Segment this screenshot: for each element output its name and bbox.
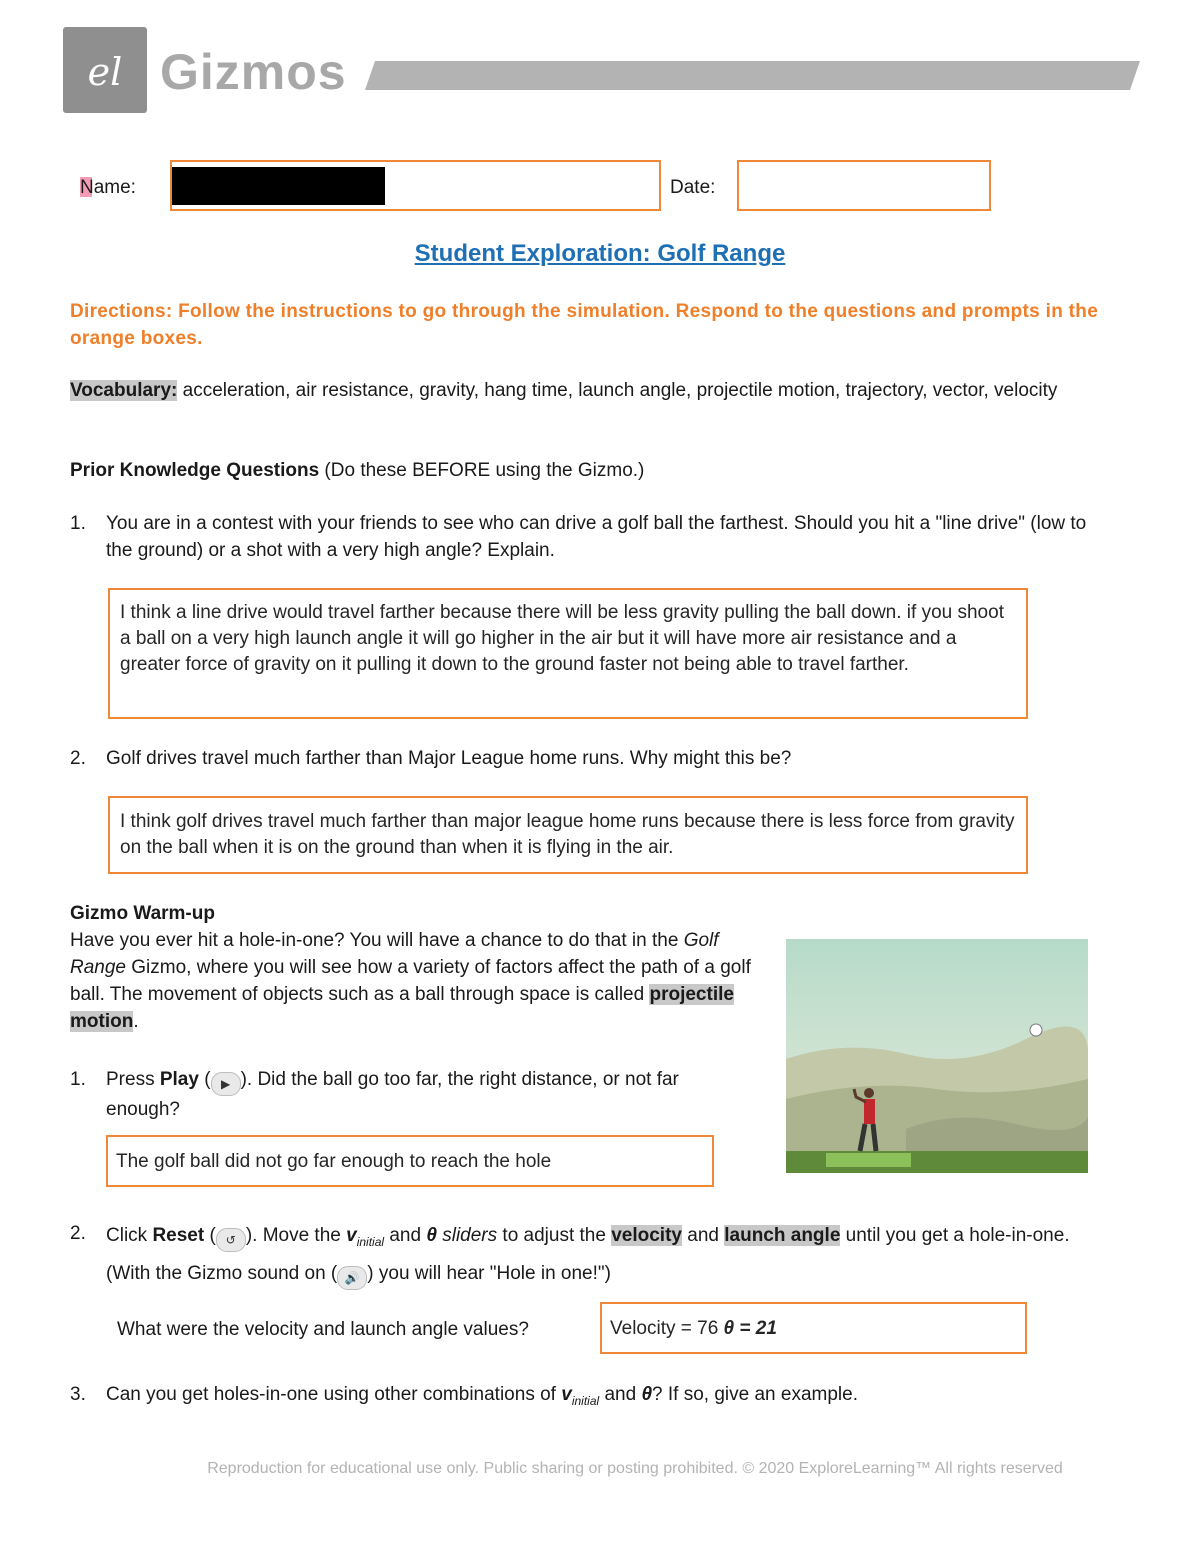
prior-knowledge-heading bbox=[70, 457, 1130, 484]
v-symbol: v bbox=[561, 1384, 572, 1405]
q-text: and bbox=[599, 1384, 642, 1405]
question-number: 2. bbox=[70, 748, 86, 769]
vocab-term: projectile motion bbox=[70, 984, 734, 1032]
question-number: 2. bbox=[70, 1223, 86, 1244]
vocabulary bbox=[70, 377, 1130, 404]
warmup-intro-text: Gizmo, where you will see how a variety of factors affect the path of a golf ball. The movement of objects such as a ball through space is called bbox=[70, 957, 751, 1005]
prior-question-1: You are in a contest with your friends to see who can drive a golf ball the farthest. Should you hit a "line drive" (low to the ground) or a shot with a very high angle? Explain. bbox=[106, 513, 1087, 561]
q-text: and bbox=[384, 1225, 427, 1246]
answer-box-warmup-1[interactable] bbox=[106, 1135, 714, 1187]
footer-copyright: Reproduction for educational use only. Public sharing or posting prohibited. © 2020 ExploreLearning™ All rights reserved bbox=[207, 1460, 1063, 1477]
theta-symbol: θ bbox=[641, 1384, 653, 1405]
explorelearning-logo bbox=[63, 27, 147, 113]
play-label: Play bbox=[159, 1069, 199, 1090]
warmup-intro bbox=[70, 927, 775, 1035]
q-text: to adjust the bbox=[497, 1225, 612, 1246]
warmup-intro-text: Have you ever hit a hole-in-one? You will have a chance to do that in the bbox=[70, 930, 684, 951]
q-text: ( bbox=[198, 1069, 211, 1090]
answer-velocity: Velocity = 76 bbox=[610, 1318, 724, 1339]
answer-box-prior-2[interactable] bbox=[108, 796, 1028, 874]
warmup-heading: Gizmo Warm-up bbox=[70, 903, 215, 924]
warmup-question-3 bbox=[106, 1381, 1106, 1415]
v-symbol: v bbox=[346, 1225, 357, 1246]
q-text: and bbox=[681, 1225, 725, 1246]
golf-range-illustration bbox=[786, 939, 1088, 1173]
answer-text: I think a line drive would travel farther because there will be less gravity pulling the ball down. if you shoot a ball on a very high launch angle it will go higher in the air but it will have more air resistance and a greater force of gravity on it pulling it down to the ground faster not being able to travel farther. bbox=[120, 602, 1004, 675]
page-title: Student Exploration: Golf Range bbox=[414, 240, 786, 267]
answer-box-prior-1[interactable] bbox=[108, 588, 1028, 719]
theta-symbol: θ bbox=[426, 1225, 437, 1246]
header-bar bbox=[365, 61, 1145, 91]
directions: Directions: Follow the instructions to go through the simulation. Respond to the questions and prompts in the orange boxes. bbox=[70, 301, 1099, 349]
q-text: ) you will hear "Hole in one!") bbox=[367, 1262, 611, 1284]
answer-box-warmup-2[interactable] bbox=[600, 1302, 1027, 1354]
warmup-intro-text: . bbox=[133, 1011, 139, 1032]
q-text: sliders bbox=[436, 1225, 498, 1246]
warmup-question-1 bbox=[106, 1066, 686, 1123]
q-text: Click bbox=[106, 1225, 153, 1246]
prior-note: (Do these BEFORE using the Gizmo.) bbox=[319, 460, 645, 481]
answer-text: I think golf drives travel much farther than major league home runs because there is less force from gravity on the ball when it is on the ground than when it is flying in the air. bbox=[120, 811, 1015, 858]
gizmos-logo-text: Gizmos bbox=[160, 44, 347, 100]
svg-text:𝑒𝑙: 𝑒𝑙 bbox=[87, 50, 123, 94]
vocabulary-text: acceleration, air resistance, gravity, hang time, launch angle, projectile motion, trajectory, vector, velocity bbox=[177, 380, 1058, 401]
name-label: Name: bbox=[80, 177, 136, 198]
q-text: Press bbox=[106, 1069, 160, 1090]
date-field[interactable] bbox=[737, 160, 991, 211]
warmup-question-2 bbox=[106, 1220, 1106, 1290]
q-text: ). Move the bbox=[245, 1225, 347, 1246]
gizmo-name: Golf Range bbox=[70, 930, 719, 978]
q-text: ). Did the ball go too far, the right distance, or not far enough? bbox=[106, 1069, 679, 1120]
date-label: Date: bbox=[670, 177, 716, 198]
sound-icon: 🔊 bbox=[337, 1266, 367, 1290]
vocab-term: launch angle bbox=[724, 1225, 841, 1246]
question-number: 1. bbox=[70, 513, 86, 534]
answer-angle: θ = 21 bbox=[723, 1318, 777, 1339]
answer-text bbox=[602, 1304, 1025, 1346]
answer-text: The golf ball did not go far enough to reach the hole bbox=[116, 1151, 552, 1172]
date-value bbox=[739, 160, 759, 189]
prior-heading: Prior Knowledge Questions bbox=[70, 460, 320, 481]
el-logo-icon bbox=[63, 27, 147, 113]
v-subscript: initial bbox=[571, 1393, 600, 1408]
prior-question-2: Golf drives travel much farther than Major League home runs. Why might this be? bbox=[106, 748, 792, 769]
q-text: ? If so, give an example. bbox=[652, 1384, 858, 1405]
velocity-angle-prompt: What were the velocity and launch angle values? bbox=[117, 1319, 529, 1340]
question-number: 3. bbox=[70, 1384, 86, 1405]
v-subscript: initial bbox=[356, 1234, 385, 1249]
vocabulary-label: Vocabulary: bbox=[70, 380, 178, 401]
vocab-term: velocity bbox=[611, 1225, 682, 1246]
q-text: Can you get holes-in-one using other combinations of bbox=[106, 1384, 562, 1405]
reset-label: Reset bbox=[152, 1225, 205, 1246]
redacted-name bbox=[172, 167, 385, 205]
q-text: ( bbox=[204, 1225, 216, 1246]
question-number: 1. bbox=[70, 1069, 86, 1090]
play-icon: ▶ bbox=[211, 1072, 241, 1096]
reset-icon: ↺ bbox=[216, 1228, 246, 1252]
q-text: until you get a hole-in-one. (With the Gizmo sound on ( bbox=[106, 1225, 1070, 1284]
